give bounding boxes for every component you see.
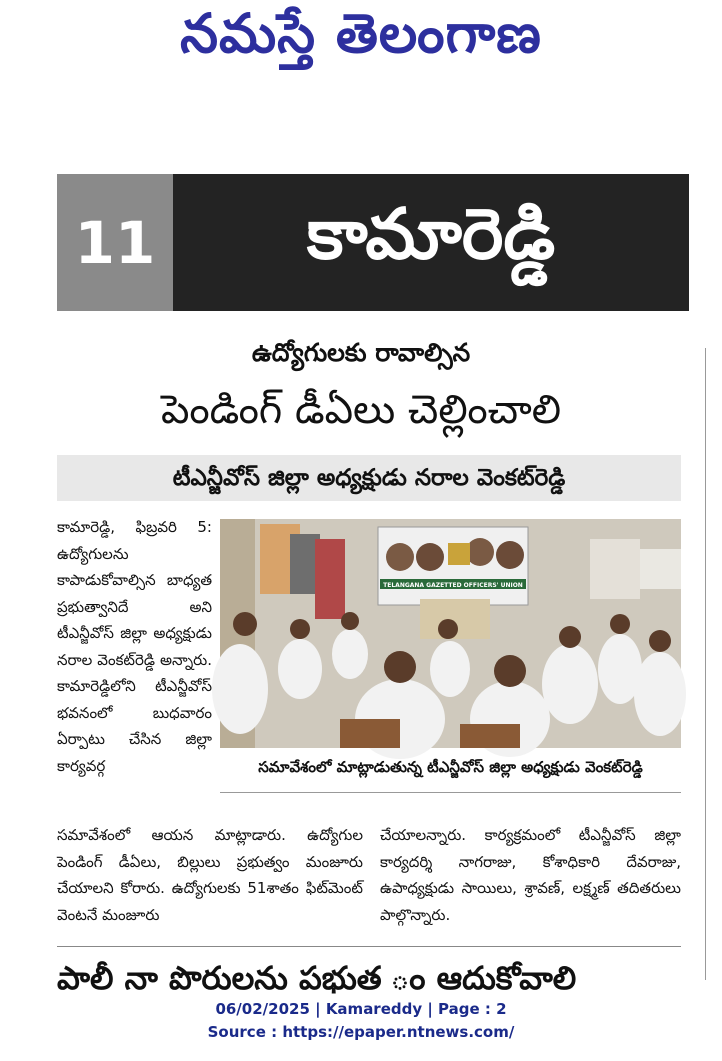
- article-body-column-2: సమావేశంలో ఆయన మాట్లాడారు. ఉద్యోగుల పెండింగ్ డీఏలు, బిల్లులు ప్రభుత్వం మంజూరు చేయాలని కోరారు. ఉద్యోగులకు 51శాతం ఫిట్‌మెంట్ వెంటనే మంజూరు: [57, 826, 363, 924]
- photo-caption: సమావేశంలో మాట్లాడుతున్న టీఎన్జీవోస్ జిల్లా అధ్యక్షుడు వెంకట్‌రెడ్డి: [258, 758, 643, 776]
- section-banner: [57, 174, 689, 311]
- article-body-column-1: కామారెడ్డి, ఫిబ్రవరి 5: ఉద్యోగులను కాపాడుకోవాల్సిన బాధ్యత ప్రభుత్వానిదే అని టీఎన్జీవోస్ జిల్లా అధ్యక్షుడు నరాల వెంకట్‌రెడ్డి అన్నారు. కామారెడ్డిలోని టీఎన్జీవోస్ భవనంలో బుధవారం ఏర్పాటు చేసిన జిల్లా కార్యవర్గ: [57, 518, 212, 775]
- photo-banner-text: TELANGANA GAZETTED OFFICERS' UNION: [383, 582, 523, 589]
- article-body-column-3: చేయాలన్నారు. కార్యక్రమంలో టీఎన్జీవోస్ జిల్లా కార్యదర్శి నాగరాజు, కోశాధికారి దేవరాజు, ఉపాధ్యక్షుడు సాయిలు, శ్రావణ్, లక్ష్మణ్ తదితరులు పాల్గొన్నారు.: [380, 826, 681, 924]
- article-divider: [57, 946, 681, 947]
- article-subhead: టీఎన్జీవోస్ జిల్లా అధ్యక్షుడు నరాల వెంకట్‌రెడ్డి: [57, 455, 681, 501]
- article-headline: పెండింగ్ డీఏలు చెల్లించాలి: [160, 387, 562, 433]
- section-name: కామారెడ్డి: [173, 174, 689, 311]
- article-photo: [220, 519, 681, 748]
- footer: [0, 998, 722, 1044]
- caption-rule: [220, 792, 681, 793]
- footer-source-line: Source : https://epaper.ntnews.com/: [207, 1023, 515, 1041]
- masthead-logo: నమస్తే తెలంగాణ: [180, 2, 542, 65]
- next-article-headline-cut: [57, 959, 681, 997]
- page-number: 11: [57, 174, 173, 311]
- article-kicker: ఉద్యోగులకు రావాల్సిన: [251, 338, 471, 367]
- next-article-headline: పాలీ నా పొరులను పభుత ం ఆదుకోవాలి: [57, 959, 577, 997]
- footer-date-line: 06/02/2025 | Kamareddy | Page : 2: [215, 1000, 507, 1018]
